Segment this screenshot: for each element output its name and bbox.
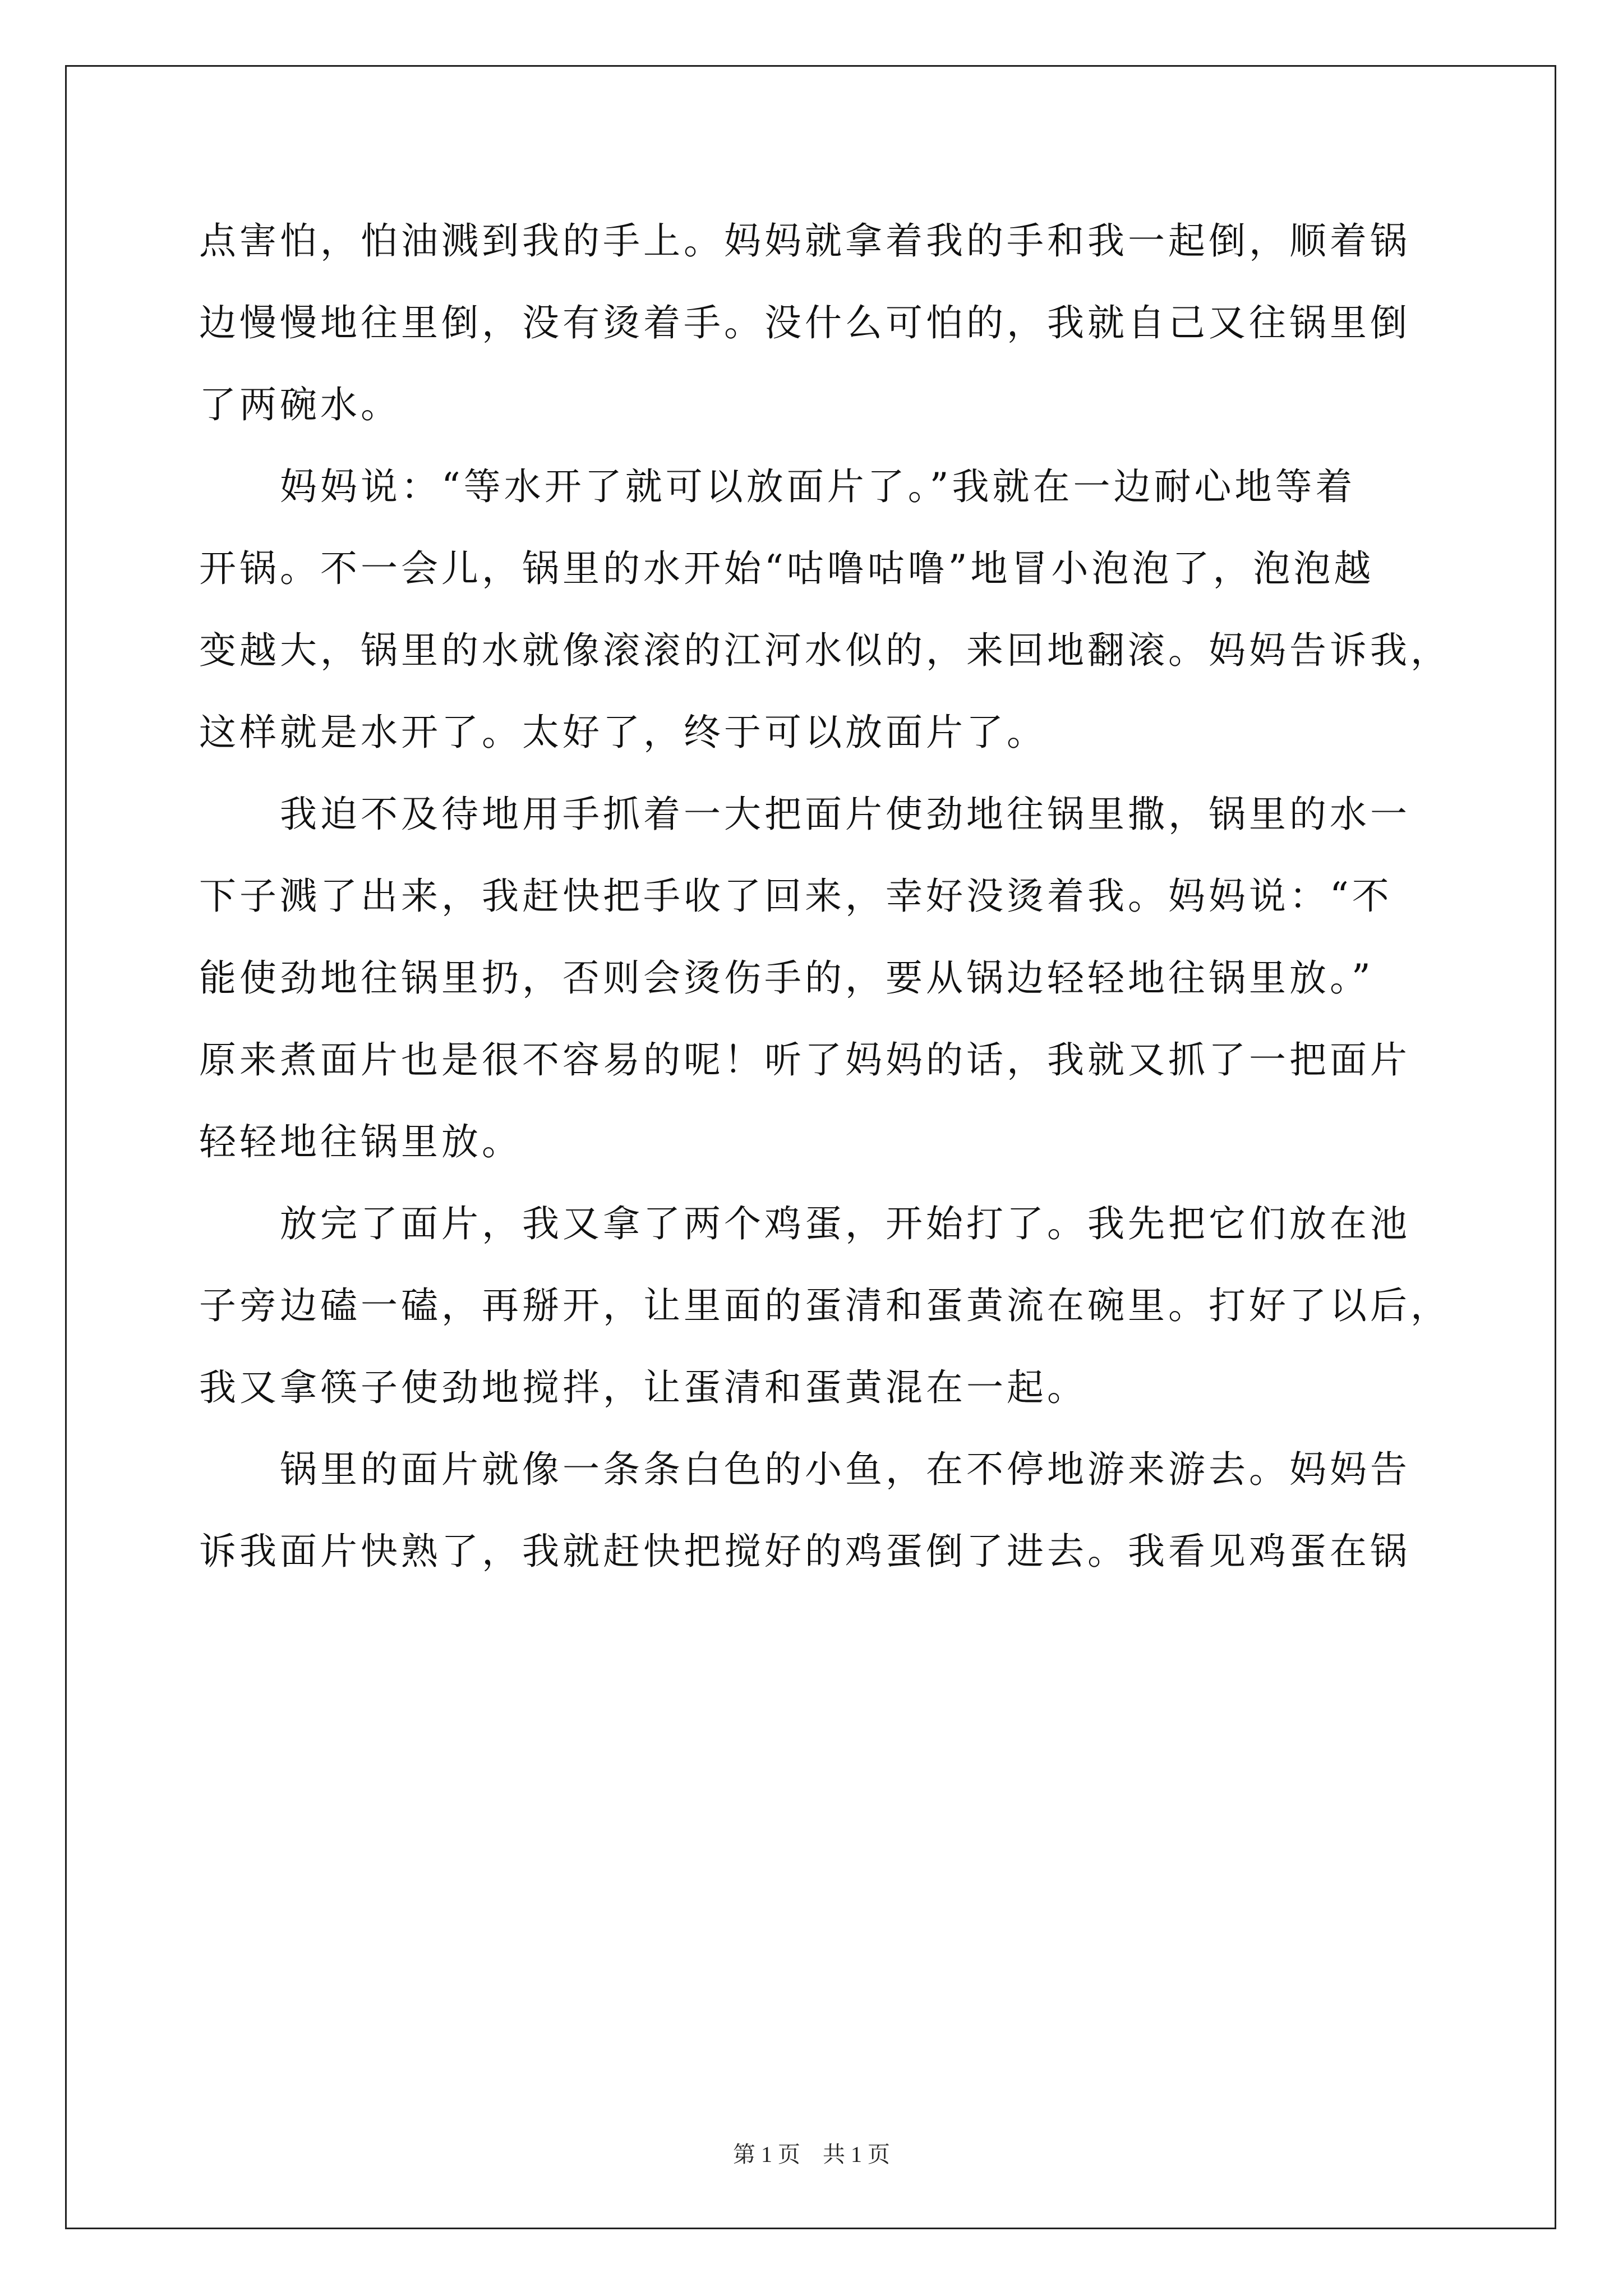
text-line: 轻轻地往锅里放。: [199, 1120, 522, 1163]
text-line: 变越大，锅里的水就像滚滚的江河水似的，来回地翻滚。妈妈告诉我，: [199, 629, 1451, 672]
text-line: 边慢慢地往里倒，没有烫着手。没什么可怕的，我就自己又往锅里倒: [199, 301, 1410, 344]
text-line: 妈妈说：“等水开了就可以放面片了。”我就在一边耐心地等着: [280, 465, 1356, 508]
text-line: 诉我面片快熟了，我就赶快把搅好的鸡蛋倒了进去。我看见鸡蛋在锅: [199, 1530, 1410, 1573]
text-line: 子旁边磕一磕，再掰开，让里面的蛋清和蛋黄流在碗里。打好了以后，: [199, 1284, 1451, 1327]
page-number-footer: 第 1 页 共 1 页: [733, 2142, 890, 2167]
document-body: [199, 200, 1451, 1593]
text-line: 我又拿筷子使劲地搅拌，让蛋清和蛋黄混在一起。: [199, 1366, 1087, 1409]
text-line: 锅里的面片就像一条条白色的小鱼，在不停地游来游去。妈妈告: [280, 1448, 1410, 1491]
text-line: 开锅。不一会儿，锅里的水开始“咕噜咕噜”地冒小泡泡了，泡泡越: [199, 547, 1375, 590]
text-line: 能使劲地往锅里扔，否则会烫伤手的，要从锅边轻轻地往锅里放。”: [199, 956, 1374, 1000]
text-line: 我迫不及待地用手抓着一大把面片使劲地往锅里撒，锅里的水一: [280, 793, 1410, 836]
text-line: 点害怕，怕油溅到我的手上。妈妈就拿着我的手和我一起倒，顺着锅: [199, 219, 1410, 263]
text-line: 下子溅了出来，我赶快把手收了回来，幸好没烫着我。妈妈说：“不: [199, 875, 1393, 918]
text-line: 这样就是水开了。太好了，终于可以放面片了。: [199, 711, 1047, 754]
text-line: 了两碗水。: [199, 383, 401, 426]
text-line: 放完了面片，我又拿了两个鸡蛋，开始打了。我先把它们放在池: [280, 1202, 1410, 1245]
text-line: 原来煮面片也是很不容易的呢！听了妈妈的话，我就又抓了一把面片: [199, 1038, 1410, 1082]
